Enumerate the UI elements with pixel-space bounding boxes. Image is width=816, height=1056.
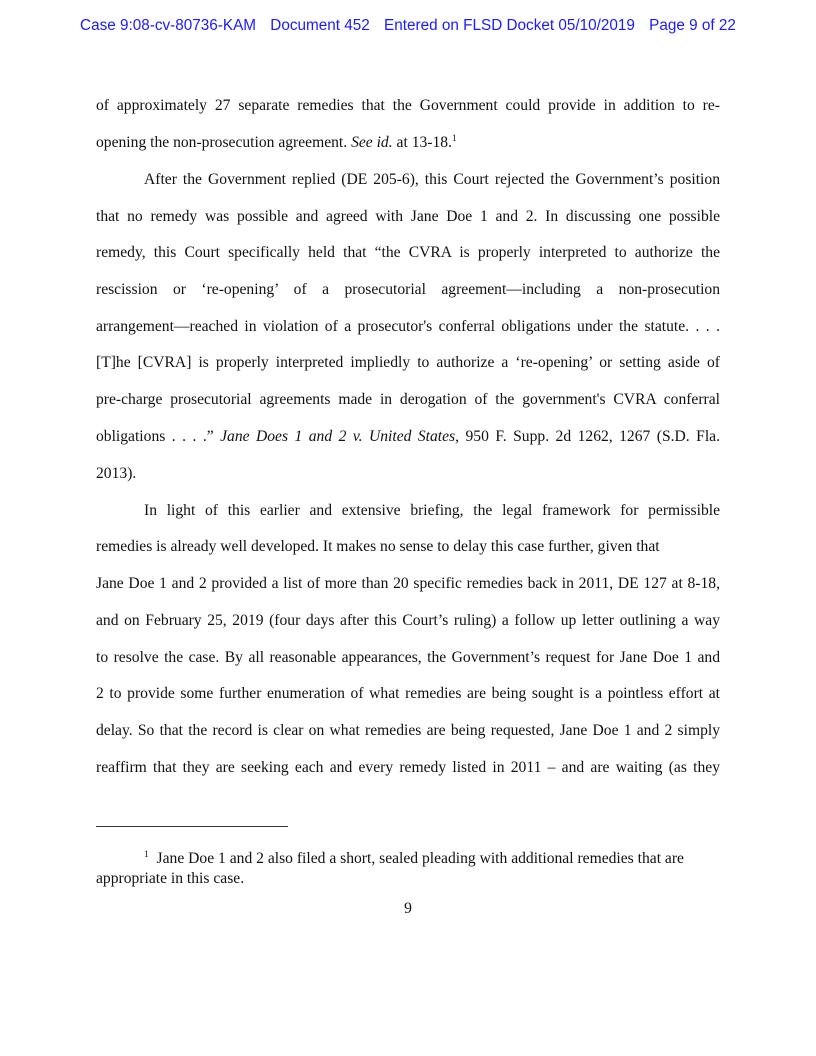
text-line: delay. So that the record is clear on what remedies are being requested, Jane Doe 1 and 2 simply xyxy=(96,722,720,739)
text-line: that no remedy was possible and agreed with Jane Doe 1 and 2. In discussing one possible xyxy=(96,208,720,225)
text-line: 2 to provide some further enumeration of what remedies are being sought is a pointless effort at xyxy=(96,685,720,702)
page-number: 9 xyxy=(404,900,412,917)
footnote-separator xyxy=(96,826,288,827)
text-line: of approximately 27 separate remedies that the Government could provide in addition to re- xyxy=(96,97,720,114)
footnote-line: $^1$ Jane Doe 1 and 2 also filed a short, sealed pleading with additional remedies that are xyxy=(144,850,684,867)
text-line: [T]he [CVRA] is properly interpreted impliedly to authorize a ‘re-opening’ or setting aside of xyxy=(96,354,720,371)
text-line: rescission or ‘re-opening’ of a prosecutorial agreement—including a non-prosecution xyxy=(96,281,720,298)
text-line: pre-charge prosecutorial agreements made in derogation of the government's CVRA conferral xyxy=(96,391,720,408)
text-line: arrangement—reached in violation of a prosecutor's conferral obligations under the statute. . . . xyxy=(96,318,720,335)
text-line: remedies is already well developed. It makes no sense to delay this case further, given that xyxy=(96,538,660,555)
footnote-line: appropriate in this case. xyxy=(96,870,245,887)
text-line: In light of this earlier and extensive briefing, the legal framework for permissible xyxy=(144,502,720,519)
text-line: After the Government replied (DE 205-6), this Court rejected the Government’s position xyxy=(144,171,720,188)
header-entered-date: Entered on FLSD Docket 05/10/2019 xyxy=(384,17,635,34)
text-line: remedy, this Court specifically held that “the CVRA is properly interpreted to authorize the xyxy=(96,244,720,261)
footnote xyxy=(96,849,720,889)
case-citation: Jane Does 1 and 2 v. United States, xyxy=(220,428,460,445)
text-line: and on February 25, 2019 (four days after this Court’s ruling) a follow up letter outlining a way xyxy=(96,612,720,629)
text-line: to resolve the case. By all reasonable appearances, the Government’s request for Jane Doe 1 and xyxy=(96,649,720,666)
text-line: 2013). xyxy=(96,465,137,482)
footnote-marker: 1 xyxy=(451,134,457,144)
text-line: obligations . . . .” Jane Does 1 and 2 v. United States, 950 F. Supp. 2d 1262, 1267 (S.D. Fla. xyxy=(96,428,720,445)
header-page-count: Page 9 of 22 xyxy=(649,17,736,34)
citation-signal: See id. xyxy=(351,134,393,151)
text-line: opening the non-prosecution agreement. See id. at 13-18.$^1$ xyxy=(96,134,457,151)
header-document-number: Document 452 xyxy=(270,17,370,34)
docket-header xyxy=(0,17,816,35)
text-line: reaffirm that they are seeking each and every remedy listed in 2011 – and are waiting (as they xyxy=(96,759,720,776)
header-case-number: Case 9:08-cv-80736-KAM xyxy=(80,17,257,34)
text-line: Jane Doe 1 and 2 provided a list of more than 20 specific remedies back in 2011, DE 127 at 8-18, xyxy=(96,575,720,592)
footnote-number: 1 xyxy=(144,850,149,860)
